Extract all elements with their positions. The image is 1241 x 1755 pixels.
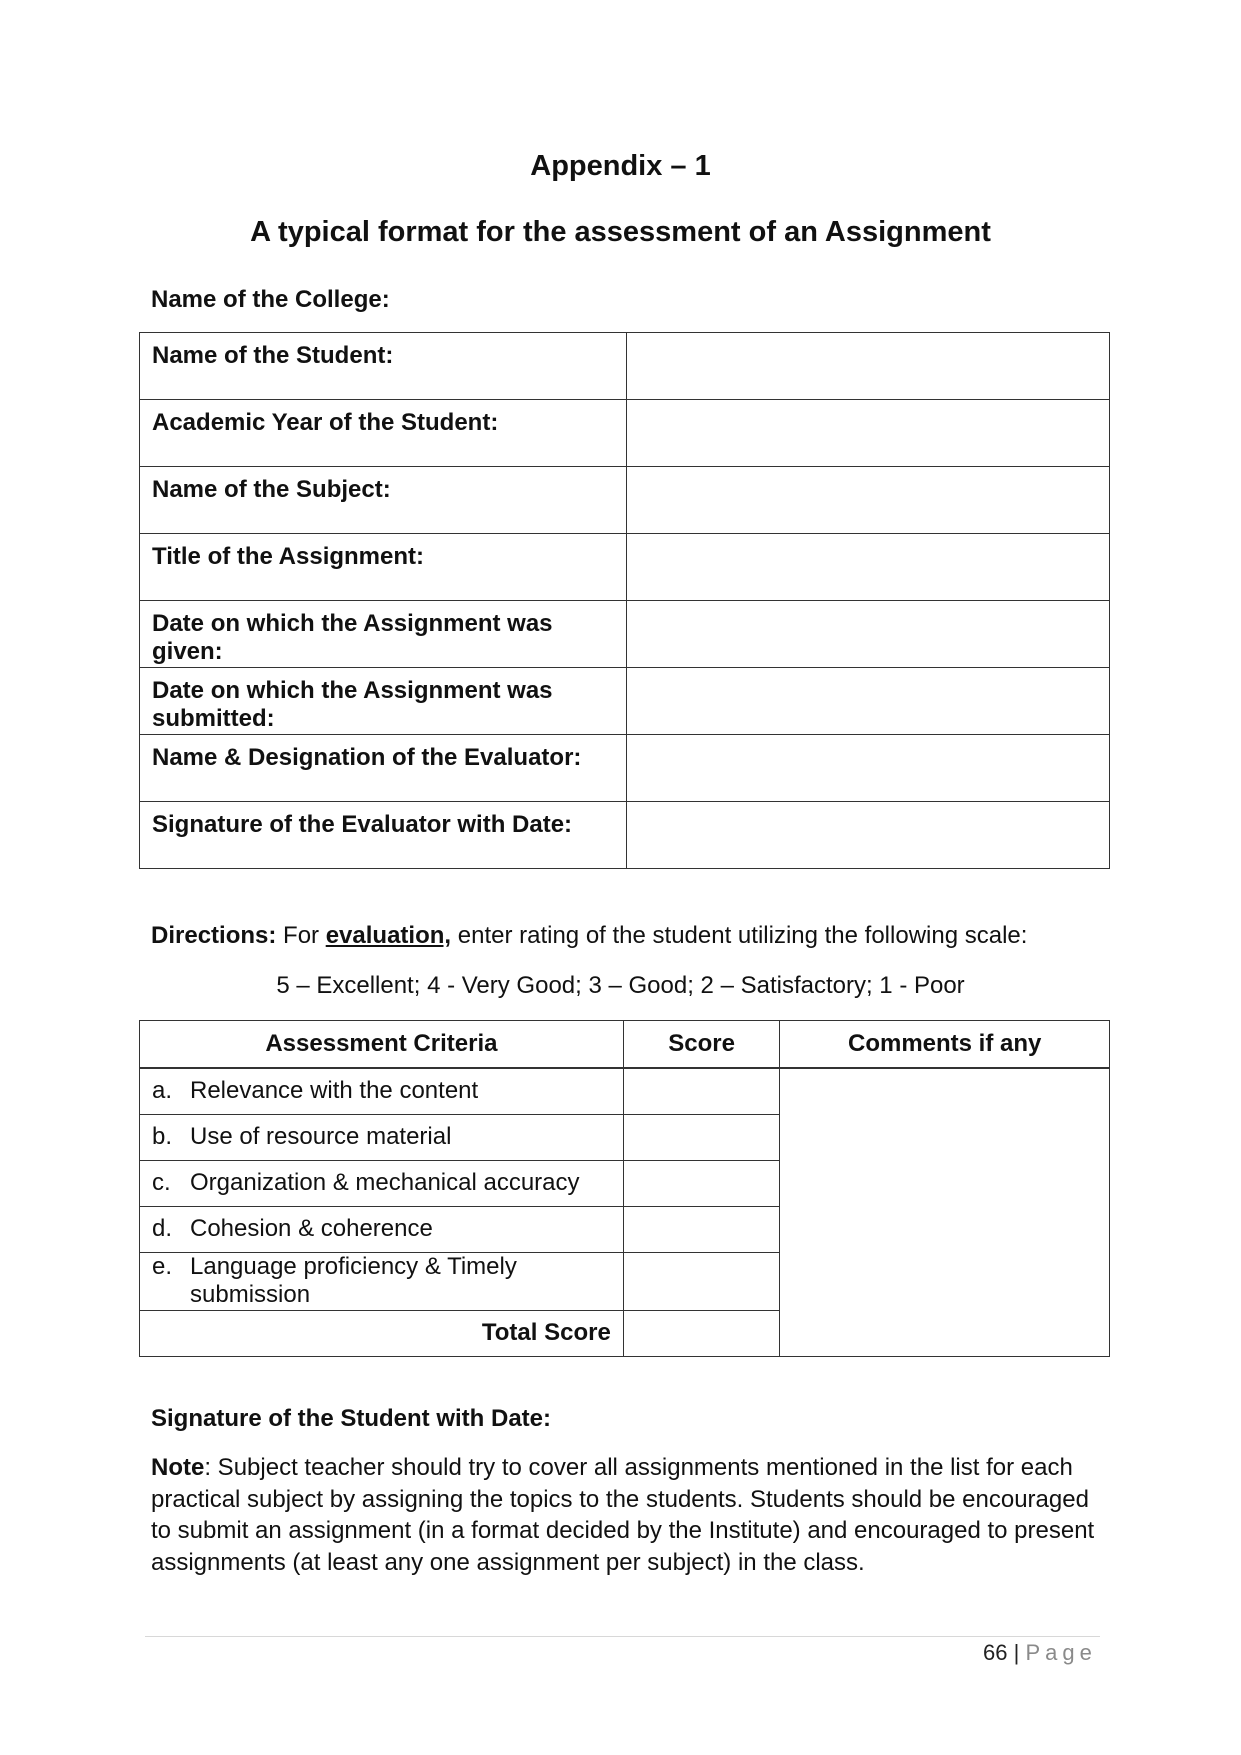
score-cell-c[interactable]	[623, 1160, 780, 1206]
directions-post: enter rating of the student utilizing the following scale:	[451, 922, 1028, 949]
directions-emphasis: evaluation,	[325, 922, 452, 949]
table-header-row	[140, 1021, 1110, 1069]
academic-year-label: Academic Year of the Student:	[140, 400, 627, 467]
table-row	[140, 400, 1110, 467]
table-row	[140, 668, 1110, 735]
note-paragraph	[151, 1452, 1101, 1578]
criterion-c	[140, 1160, 624, 1206]
criterion-letter: d.	[152, 1214, 173, 1242]
criterion-e	[140, 1252, 624, 1310]
academic-year-field[interactable]	[627, 400, 1110, 467]
criterion-text: Relevance with the content	[190, 1077, 479, 1104]
subject-name-field[interactable]	[627, 467, 1110, 534]
student-name-field[interactable]	[627, 333, 1110, 400]
criterion-letter: e.	[152, 1252, 173, 1280]
assessment-table	[139, 1020, 1110, 1357]
score-header: Score	[623, 1021, 780, 1069]
directions-pre: For	[276, 922, 326, 949]
evaluator-name-label: Name & Designation of the Evaluator:	[140, 735, 627, 802]
date-submitted-field[interactable]	[627, 668, 1110, 735]
college-label: Name of the College:	[151, 286, 390, 313]
date-submitted-label: Date on which the Assignment was submitted:	[140, 668, 627, 735]
criterion-letter: a.	[152, 1077, 173, 1104]
criterion-letter: c.	[152, 1168, 171, 1196]
page-separator: |	[1007, 1640, 1026, 1665]
table-row	[140, 467, 1110, 534]
criterion-text: Language proficiency & Timely submission	[190, 1252, 517, 1308]
score-cell-a[interactable]	[623, 1068, 780, 1114]
score-cell-b[interactable]	[623, 1114, 780, 1160]
criterion-b	[140, 1114, 624, 1160]
evaluator-name-field[interactable]	[627, 735, 1110, 802]
score-cell-e[interactable]	[623, 1252, 780, 1310]
date-given-label: Date on which the Assignment was given:	[140, 601, 627, 668]
student-info-table	[139, 332, 1110, 869]
student-signature-label: Signature of the Student with Date:	[151, 1405, 551, 1432]
comments-cell[interactable]	[780, 1068, 1110, 1356]
page-footer	[983, 1640, 1097, 1666]
criterion-letter: b.	[152, 1122, 173, 1150]
criteria-header: Assessment Criteria	[140, 1021, 624, 1069]
table-row	[140, 735, 1110, 802]
appendix-title: Appendix – 1	[530, 150, 711, 182]
criterion-text: Use of resource material	[190, 1122, 452, 1150]
rating-scale: 5 – Excellent; 4 - Very Good; 3 – Good; 2 – Satisfactory; 1 - Poor	[276, 972, 965, 999]
date-given-field[interactable]	[627, 601, 1110, 668]
assignment-title-label: Title of the Assignment:	[140, 534, 627, 601]
criterion-a	[140, 1068, 624, 1114]
note-label: Note	[151, 1454, 205, 1481]
table-row	[140, 1068, 1110, 1114]
form-subtitle: A typical format for the assessment of an Assignment	[250, 216, 991, 248]
page-number: 66	[983, 1640, 1008, 1665]
page-word: Page	[1025, 1640, 1097, 1665]
directions-text	[151, 922, 1027, 950]
table-row	[140, 534, 1110, 601]
table-row	[140, 333, 1110, 400]
evaluator-signature-field[interactable]	[627, 802, 1110, 869]
score-cell-d[interactable]	[623, 1206, 780, 1252]
total-score-label: Total Score	[140, 1310, 624, 1356]
criterion-text: Organization & mechanical accuracy	[190, 1168, 580, 1196]
total-score-cell[interactable]	[623, 1310, 780, 1356]
table-row	[140, 601, 1110, 668]
student-name-label: Name of the Student:	[140, 333, 627, 400]
assignment-title-field[interactable]	[627, 534, 1110, 601]
criterion-d	[140, 1206, 624, 1252]
comments-header: Comments if any	[780, 1021, 1110, 1069]
footer-divider	[145, 1636, 1100, 1637]
subject-name-label: Name of the Subject:	[140, 467, 627, 534]
note-text: : Subject teacher should try to cover all assignments mentioned in the list for each practical subject by assigning the topics to the students. Students should be encouraged to submit an assignment (in a format decided by the Institute) and encouraged to present assignments (at least any one assignment per subject) in the class.	[151, 1454, 1095, 1576]
table-row	[140, 802, 1110, 869]
criterion-text: Cohesion & coherence	[190, 1214, 433, 1242]
evaluator-signature-label: Signature of the Evaluator with Date:	[140, 802, 627, 869]
directions-label: Directions:	[151, 922, 277, 949]
